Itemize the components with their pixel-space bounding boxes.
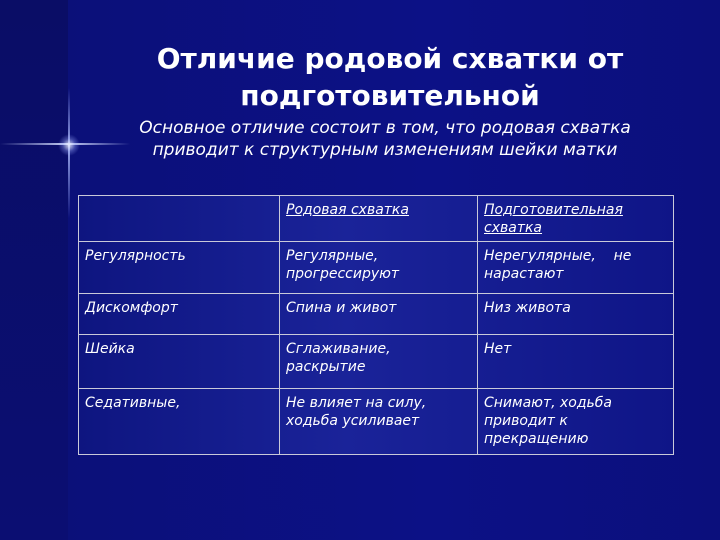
table-cell: Регулярные, прогрессируют bbox=[280, 242, 478, 294]
table-row-label: Регулярность bbox=[79, 242, 280, 294]
table-header-cell bbox=[79, 196, 280, 242]
table-cell: Низ живота bbox=[478, 294, 674, 335]
table-row-label: Дискомфорт bbox=[79, 294, 280, 335]
table-row bbox=[79, 335, 674, 389]
left-decorative-band bbox=[0, 0, 68, 540]
table-row bbox=[79, 294, 674, 335]
slide-title: Отличие родовой схватки от подготовительной bbox=[156, 42, 624, 112]
table-row-label: Шейка bbox=[79, 335, 280, 389]
comparison-table bbox=[78, 195, 674, 455]
table-cell: Сглаживание, раскрытие bbox=[280, 335, 478, 389]
table-cell: Спина и живот bbox=[280, 294, 478, 335]
table-header-row bbox=[79, 196, 674, 242]
table-cell: Нерегулярные, не нарастают bbox=[478, 242, 674, 294]
table-row-label: Седативные, bbox=[79, 389, 280, 455]
table-cell: Не влияет на силу, ходьба усиливает bbox=[280, 389, 478, 455]
table-cell: Снимают, ходьба приводит к прекращению bbox=[478, 389, 674, 455]
table-cell: Нет bbox=[478, 335, 674, 389]
light-flare-glow bbox=[58, 134, 80, 156]
table-row bbox=[79, 389, 674, 455]
table-header-cell: Родовая схватка bbox=[280, 196, 478, 242]
table-row bbox=[79, 242, 674, 294]
slide-subtitle: Основное отличие состоит в том, что родовая схватка приводит к структурным изменениям шейки матки bbox=[139, 118, 631, 160]
table-header-cell: Подготовительная схватка bbox=[478, 196, 674, 242]
